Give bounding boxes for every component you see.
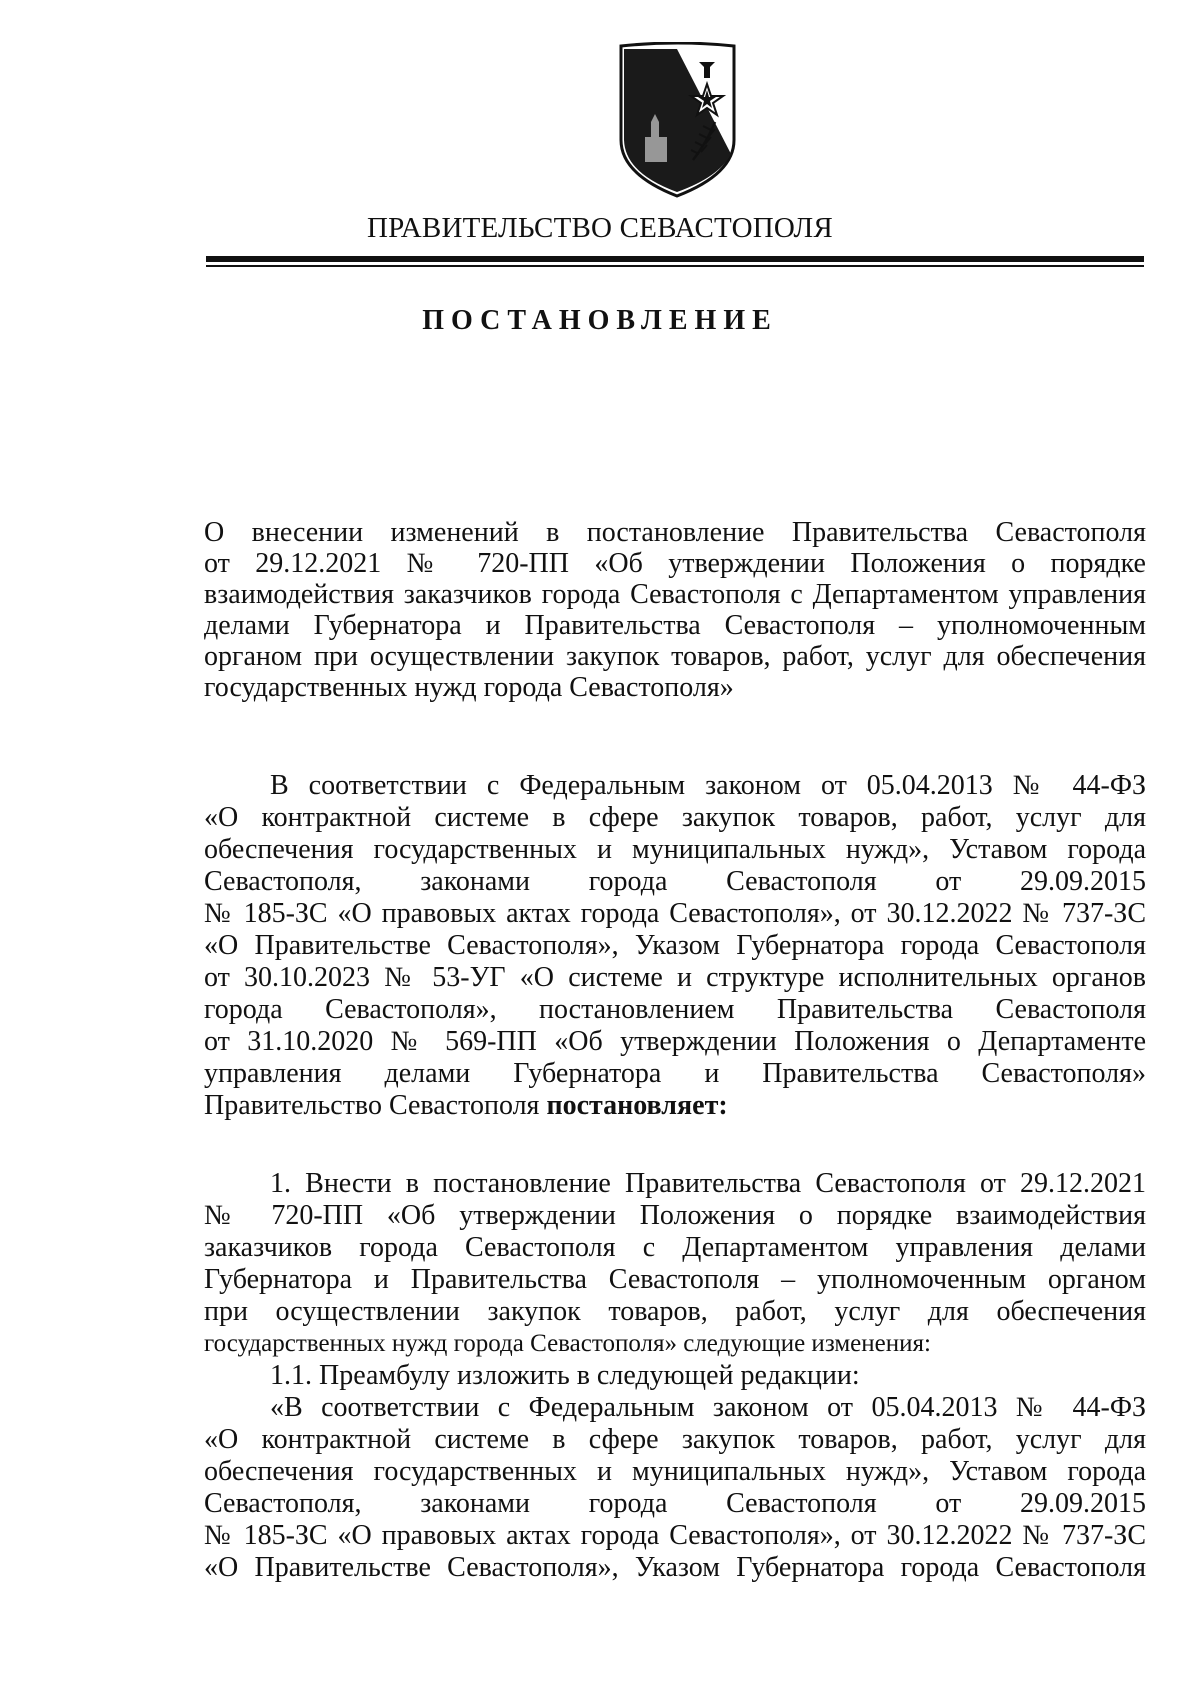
preamble-closing-line: [204, 1090, 1146, 1121]
organization-name: ПРАВИТЕЛЬСТВО СЕВАСТОПОЛЯ: [367, 212, 833, 244]
preamble-line: Севастополя, законами города Севастополя от 29.09.2015: [204, 866, 1146, 897]
header-rule-thick: [206, 256, 1144, 262]
title-line: государственных нужд города Севастополя»: [204, 672, 734, 703]
preamble-line: города Севастополя», постановлением Правительства Севастополя: [204, 994, 1146, 1025]
preamble-closing-text: Правительство Севастополя: [204, 1090, 547, 1121]
preamble-line: «О контрактной системе в сфере закупок товаров, работ, услуг для: [204, 802, 1146, 833]
item-1-line: Губернатора и Правительства Севастополя – уполномоченным органом: [204, 1264, 1146, 1295]
preamble-line: от 30.10.2023 № 53-УГ «О системе и структуре исполнительных органов: [204, 962, 1146, 993]
title-line: взаимодействия заказчиков города Севастополя с Департаментом управления: [204, 579, 1146, 610]
preamble-line: обеспечения государственных и муниципальных нужд», Уставом города: [204, 834, 1146, 865]
item-1-line: 1. Внести в постановление Правительства Севастополя от 29.12.2021: [270, 1168, 1146, 1199]
preamble-line: от 31.10.2020 № 569-ПП «Об утверждении Положения о Департаменте: [204, 1026, 1146, 1057]
title-line: делами Губернатора и Правительства Севастополя – уполномоченным: [204, 610, 1146, 641]
preamble-line: управления делами Губернатора и Правительства Севастополя»: [204, 1058, 1146, 1089]
item-1-line: № 720-ПП «Об утверждении Положения о порядке взаимодействия: [204, 1200, 1146, 1231]
decree-verb: постановляет:: [546, 1090, 728, 1121]
preamble-line: № 185-ЗС «О правовых актах города Севастополя», от 30.12.2022 № 737-ЗС: [204, 898, 1146, 929]
quote-line: Севастополя, законами города Севастополя от 29.09.2015: [204, 1488, 1146, 1519]
quote-line: «О контрактной системе в сфере закупок товаров, работ, услуг для: [204, 1424, 1146, 1455]
title-line: от 29.12.2021 № 720-ПП «Об утверждении Положения о порядке: [204, 548, 1146, 579]
quote-line: № 185-ЗС «О правовых актах города Севастополя», от 30.12.2022 № 737-ЗС: [204, 1520, 1146, 1551]
quote-line: обеспечения государственных и муниципальных нужд», Уставом города: [204, 1456, 1146, 1487]
quote-line: «О Правительстве Севастополя», Указом Губернатора города Севастополя: [204, 1552, 1146, 1583]
title-line: органом при осуществлении закупок товаров, работ, услуг для обеспечения: [204, 641, 1146, 672]
preamble-line: «О Правительстве Севастополя», Указом Губернатора города Севастополя: [204, 930, 1146, 961]
item-1-1-line: 1.1. Преамбулу изложить в следующей редакции:: [270, 1360, 860, 1391]
item-1-line: заказчиков города Севастополя с Департаментом управления делами: [204, 1232, 1146, 1263]
header-rule-thin: [206, 265, 1144, 267]
item-1-line: государственных нужд города Севастополя» следующие изменения:: [204, 1330, 931, 1357]
title-line: О внесении изменений в постановление Правительства Севастополя: [204, 517, 1146, 548]
sevastopol-coat-of-arms-icon: [615, 42, 740, 200]
item-1-line: при осуществлении закупок товаров, работ, услуг для обеспечения: [204, 1296, 1146, 1327]
quote-line: «В соответствии с Федеральным законом от 05.04.2013 № 44-ФЗ: [270, 1392, 1146, 1423]
preamble-line: В соответствии с Федеральным законом от 05.04.2013 № 44-ФЗ: [270, 770, 1146, 801]
document-type: ПОСТАНОВЛЕНИЕ: [422, 305, 778, 336]
